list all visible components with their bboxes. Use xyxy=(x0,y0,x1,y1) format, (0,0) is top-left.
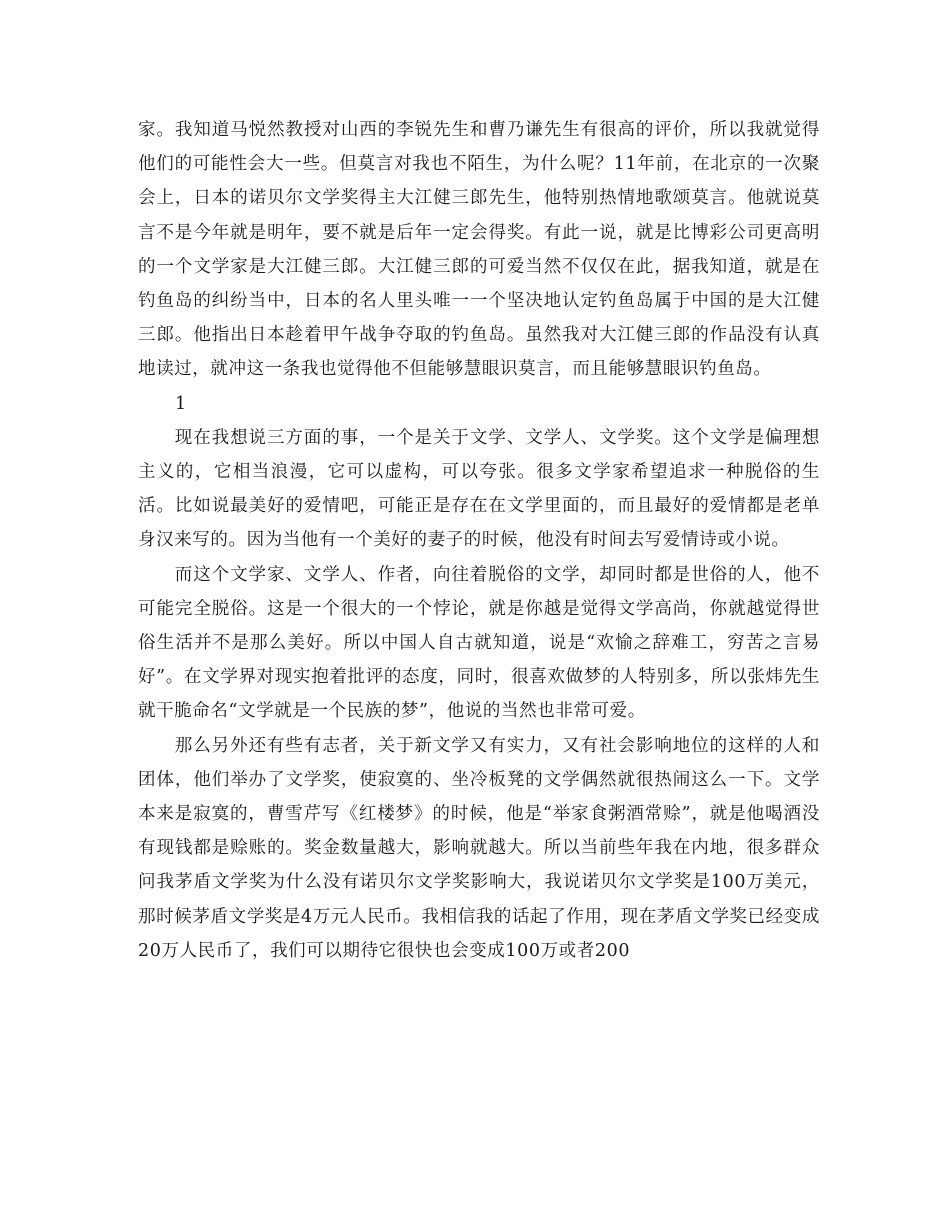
paragraph-continuation: 家。我知道马悦然教授对山西的李锐先生和曹乃谦先生有很高的评价，所以我就觉得他们的可能性会大一些。但莫言对我也不陌生，为什么呢？11年前，在北京的一次聚会上，日本的诺贝尔文学奖得主大江健三郎先生，他特别热情地歌颂莫言。他就说莫言不是今年就是明年，要不就是后年一定会得奖。有此一说，就是比博彩公司更高明的一个文学家是大江健三郎。大江健三郎的可爱当然不仅仅在此，据我知道，就是在钓鱼岛的纠纷当中，日本的名人里头唯一一个坚决地认定钓鱼岛属于中国的是大江健三郎。他指出日本趁着甲午战争夺取的钓鱼岛。虽然我对大江健三郎的作品没有认真地读过，就冲这一条我也觉得他不但能够慧眼识莫言，而且能够慧眼识钓鱼岛。 xyxy=(138,120,820,380)
document-page xyxy=(138,113,820,968)
paragraph: 现在我想说三方面的事，一个是关于文学、文学人、文学奖。这个文学是偏理想主义的，它相当浪漫，它可以虚构，可以夸张。很多文学家希望追求一种脱俗的生活。比如说最美好的爱情吧，可能正是存在在文学里面的，而且最好的爱情都是老单身汉来写的。因为当他有一个美好的妻子的时候，他没有时间去写爱情诗或小说。 xyxy=(138,427,820,551)
paragraph: 而这个文学家、文学人、作者，向往着脱俗的文学，却同时都是世俗的人，他不可能完全脱俗。这是一个很大的一个悖论，就是你越是觉得文学高尚，你就越觉得世俗生活并不是那么美好。所以中国人自古就知道，说是“欢愉之辞难工，穷苦之言易好”。在文学界对现实抱着批评的态度，同时，很喜欢做梦的人特别多，所以张炜先生就干脆命名“文学就是一个民族的梦”，他说的当然也非常可爱。 xyxy=(138,564,820,722)
page-number: 1 xyxy=(175,393,187,414)
paragraph: 那么另外还有些有志者，关于新文学又有实力，又有社会影响地位的这样的人和团体，他们举办了文学奖，使寂寞的、坐冷板凳的文学偶然就很热闹这么一下。文学本来是寂寞的，曹雪芹写《红楼梦》的时候，他是“举家食粥酒常赊”，就是他喝酒没有现钱都是赊账的。奖金数量越大，影响就越大。所以当前些年我在内地，很多群众问我茅盾文学奖为什么没有诺贝尔文学奖影响大，我说诺贝尔文学奖是100万美元，那时候茅盾文学奖是4万元人民币。我相信我的话起了作用，现在茅盾文学奖已经变成20万人民币了，我们可以期待它很快也会变成100万或者200 xyxy=(138,735,820,961)
